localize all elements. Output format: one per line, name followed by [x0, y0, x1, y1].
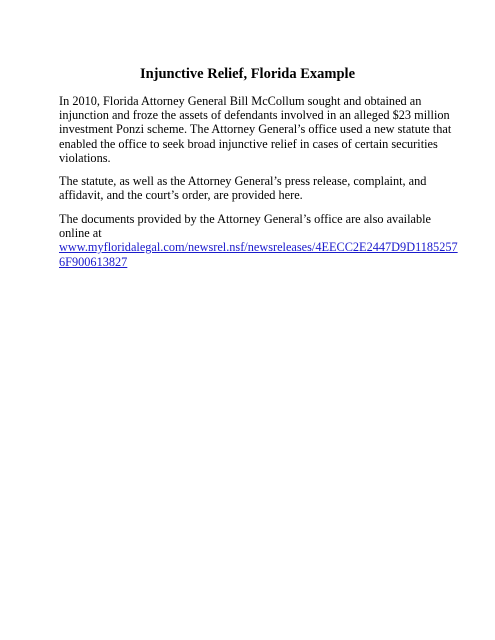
- document-title: Injunctive Relief, Florida Example: [139, 66, 356, 82]
- paragraph-online-availability: [59, 212, 459, 269]
- paragraph-online-text: The documents provided by the Attorney General’s office are also available online at: [59, 212, 431, 241]
- paragraph-background: In 2010, Florida Attorney General Bill McCollum sought and obtained an injunction and froze the assets of defendants involved in an alleged $23 million investment Ponzi scheme. The Attorney General’s office used a new statute that enabled the office to seek broad injunctive relief in cases of certain securities violations.: [59, 94, 452, 165]
- paragraph-contents: The statute, as well as the Attorney General’s press release, complaint, and affidavit, and the court’s order, are provided here.: [59, 174, 427, 203]
- press-release-link[interactable]: www.myfloridalegal.com/newsrel.nsf/newsreleases/4EECC2E2447D9D11852576F900613827: [59, 240, 458, 269]
